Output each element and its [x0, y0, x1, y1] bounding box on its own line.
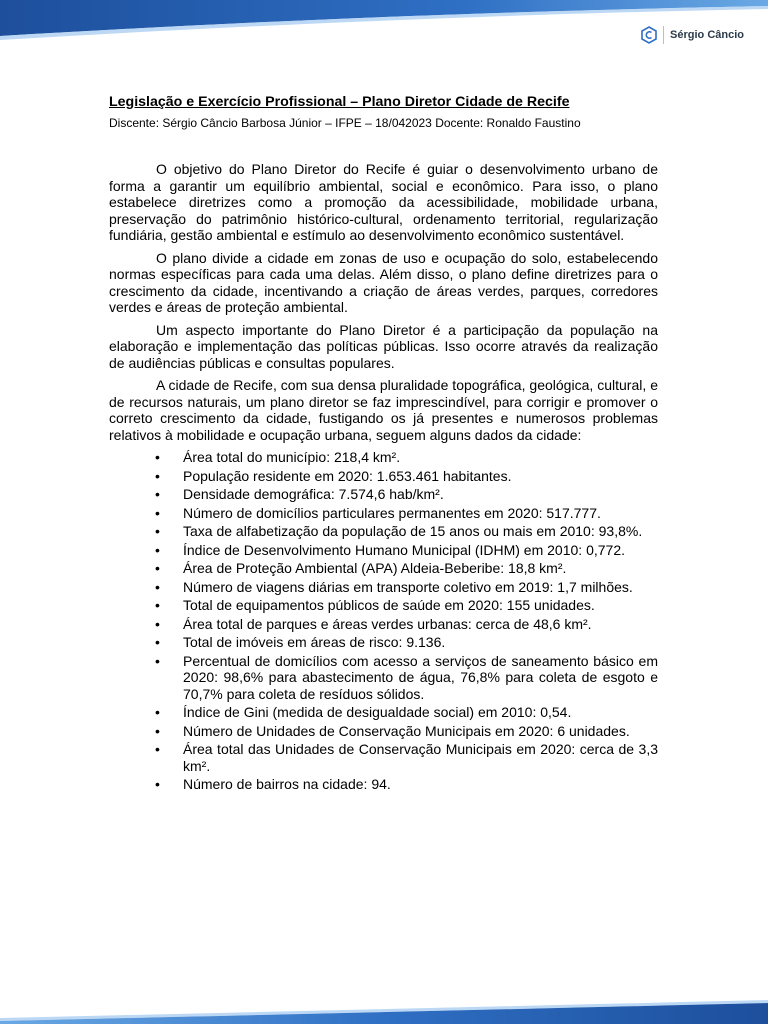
list-item: • Índice de Gini (medida de desigualdade social) em 2010: 0,54. [183, 704, 658, 721]
list-item: • Taxa de alfabetização da população de 15 anos ou mais em 2010: 93,8%. [183, 523, 658, 540]
list-item: • População residente em 2020: 1.653.461 habitantes. [183, 468, 658, 485]
list-item: • Percentual de domicílios com acesso a serviços de saneamento básico em 2020: 98,6% para abastecimento de água, 76,8% para coleta de esgoto e 70,7% para coleta de resíduos sólidos. [183, 653, 658, 703]
document-body [109, 161, 658, 793]
paragraph: A cidade de Recife, com sua densa pluralidade topográfica, geológica, cultural, e de recursos naturais, um plano diretor se faz imprescindível, para corrigir e promover o correto crescimento da cidade, fustigando os já presentes e numerosos problemas relativos à mobilidade e ocupação urbana, seguem alguns dados da cidade: [109, 377, 658, 443]
city-data-list [109, 449, 658, 793]
list-item: • Número de viagens diárias em transporte coletivo em 2019: 1,7 milhões. [183, 579, 658, 596]
document-subtitle: Discente: Sérgio Câncio Barbosa Júnior – IFPE – 18/042023 Docente: Ronaldo Faustino [109, 116, 581, 130]
list-item: • Área total de parques e áreas verdes urbanas: cerca de 48,6 km². [183, 616, 658, 633]
list-item: • Número de bairros na cidade: 94. [183, 776, 658, 793]
list-item: • Total de equipamentos públicos de saúde em 2020: 155 unidades. [183, 597, 658, 614]
list-item: • Número de Unidades de Conservação Municipais em 2020: 6 unidades. [183, 723, 658, 740]
list-item: • Área total do município: 218,4 km². [183, 449, 658, 466]
paragraph: O objetivo do Plano Diretor do Recife é guiar o desenvolvimento urbano de forma a garantir um equilíbrio ambiental, social e econômico. Para isso, o plano estabelece diretrizes como a promoção da acessibilidade, mobilidade urbana, preservação do patrimônio histórico-cultural, ordenamento territorial, regularização fundiária, gestão ambiental e estímulo ao desenvolvimento econômico sustentável. [109, 161, 658, 243]
document-title: Legislação e Exercício Profissional – Plano Diretor Cidade de Recife [109, 94, 570, 110]
brand [641, 26, 744, 44]
paragraph: Um aspecto importante do Plano Diretor é a participação da população na elaboração e implementação das políticas públicas. Isso ocorre através da realização de audiências públicas e consultas populares. [109, 321, 658, 371]
list-item: • Índice de Desenvolvimento Humano Municipal (IDHM) em 2010: 0,772. [183, 542, 658, 559]
footer-wave-band [0, 996, 768, 1024]
list-item: • Área total das Unidades de Conservação Municipais em 2020: cerca de 3,3 km². [183, 741, 658, 774]
list-item: • Número de domicílios particulares permanentes em 2020: 517.777. [183, 505, 658, 522]
document-content [109, 93, 658, 795]
list-item: • Área de Proteção Ambiental (APA) Aldeia-Beberibe: 18,8 km². [183, 560, 658, 577]
list-item: • Total de imóveis em áreas de risco: 9.136. [183, 634, 658, 651]
brand-separator [663, 26, 664, 44]
hexagon-c-logo-icon [641, 26, 657, 44]
brand-name: Sérgio Câncio [670, 29, 744, 41]
list-item: • Densidade demográfica: 7.574,6 hab/km². [183, 486, 658, 503]
paragraph: O plano divide a cidade em zonas de uso e ocupação do solo, estabelecendo normas específicas para cada uma delas. Além disso, o plano define diretrizes para o crescimento da cidade, incentivando a criação de áreas verdes, parques, corredores verdes e áreas de proteção ambiental. [109, 249, 658, 315]
